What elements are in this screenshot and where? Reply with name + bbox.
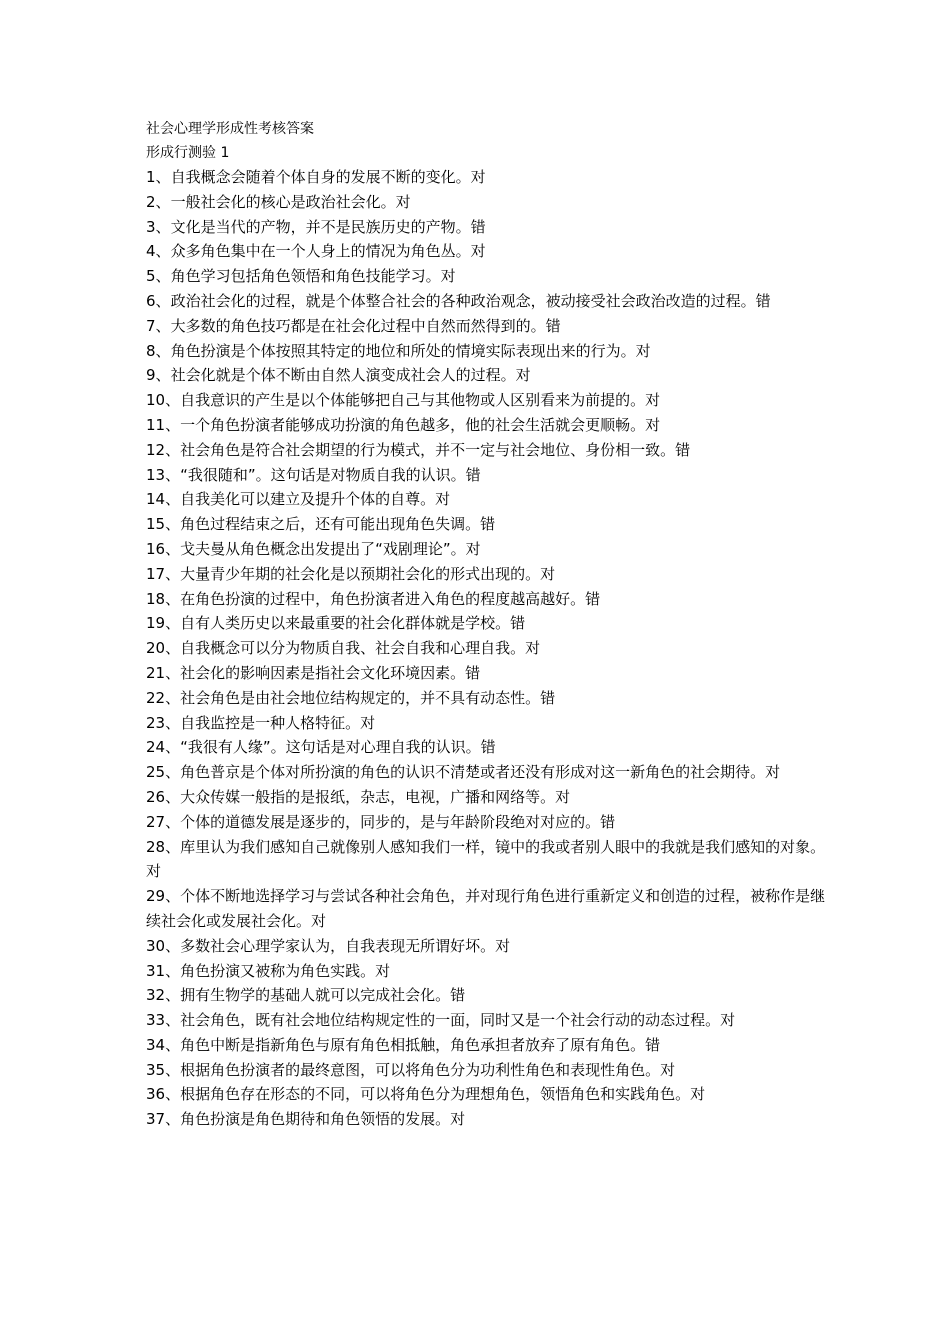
list-item <box>146 760 826 785</box>
list-item <box>146 959 826 984</box>
item-number: 36 、 <box>146 1085 180 1103</box>
item-number: 20 、 <box>146 639 180 657</box>
item-text: 多数社会心理学家认为，自我表现无所谓好坏。对 <box>180 936 511 955</box>
item-number: 2 、 <box>146 193 171 211</box>
list-item <box>146 512 826 537</box>
item-text: 戈夫曼从角色概念出发提出了“戏剧理论”。对 <box>180 539 481 558</box>
item-text: 自我美化可以建立及提升个体的自尊。对 <box>180 490 451 509</box>
item-text: 根据角色扮演者的最终意图，可以将角色分为功利性角色和表现性角色。对 <box>180 1060 676 1079</box>
item-number: 3 、 <box>146 218 171 236</box>
item-number: 12 、 <box>146 441 180 459</box>
item-number: 21 、 <box>146 664 180 682</box>
list-item <box>146 785 826 810</box>
item-text: 大量青少年期的社会化是以预期社会化的形式出现的。对 <box>180 564 556 583</box>
item-text: 库里认为我们感知自己就像别人感知我们一样，镜中的我或者别人眼中的我就是我们感知的对象。对 <box>146 837 826 881</box>
item-number: 34 、 <box>146 1036 180 1054</box>
item-text: 角色扮演又被称为角色实践。对 <box>180 961 391 980</box>
item-number: 6 、 <box>146 292 171 310</box>
item-number: 27 、 <box>146 813 180 831</box>
item-text: 大众传媒一般指的是报纸，杂志，电视，广播和网络等。对 <box>180 787 571 806</box>
item-number: 10 、 <box>146 391 180 409</box>
item-text: 角色中断是指新角色与原有角色相抵触，角色承担者放弃了原有角色。错 <box>180 1035 661 1054</box>
item-text: 政治社会化的过程，就是个体整合社会的各种政治观念，被动接受社会政治改造的过程。错 <box>170 291 771 310</box>
item-number: 33 、 <box>146 1011 180 1029</box>
list-item <box>146 463 826 488</box>
item-text: 拥有生物学的基础人就可以完成社会化。错 <box>180 986 466 1005</box>
item-text: 众多角色集中在一个人身上的情况为角色丛。对 <box>170 242 486 261</box>
list-item <box>146 1058 826 1083</box>
document-content <box>146 117 826 1132</box>
list-item <box>146 810 826 835</box>
item-text: 角色普京是个体对所扮演的角色的认识不清楚或者还没有形成对这一新角色的社会期待。对 <box>180 763 781 782</box>
list-item <box>146 587 826 612</box>
item-number: 14 、 <box>146 490 180 508</box>
list-item <box>146 363 826 388</box>
item-number: 19 、 <box>146 614 180 632</box>
item-text: 一般社会化的核心是政治社会化。对 <box>170 192 411 211</box>
item-number: 15 、 <box>146 515 180 533</box>
item-number: 32 、 <box>146 986 180 1004</box>
list-item <box>146 413 826 438</box>
document-title: 社会心理学形成性考核答案 <box>146 121 314 137</box>
item-number: 1 、 <box>146 168 171 186</box>
list-item <box>146 636 826 661</box>
item-number: 8 、 <box>146 342 171 360</box>
list-item <box>146 1033 826 1058</box>
list-item <box>146 735 826 760</box>
list-item <box>146 487 826 512</box>
item-text: 个体不断地选择学习与尝试各种社会角色，并对现行角色进行重新定义和创造的过程，被称作是继续社会化或发展社会化。对 <box>146 887 826 930</box>
list-item <box>146 239 826 264</box>
item-text: “我很有人缘”。这句话是对心理自我的认识。错 <box>180 738 496 757</box>
list-item <box>146 215 826 240</box>
item-text: 社会角色是由社会地位结构规定的，并不具有动态性。错 <box>180 688 556 707</box>
item-text: 大多数的角色技巧都是在社会化过程中自然而然得到的。错 <box>170 316 561 335</box>
list-item <box>146 289 826 314</box>
list-item <box>146 711 826 736</box>
list-item <box>146 562 826 587</box>
item-number: 35 、 <box>146 1061 180 1079</box>
item-text: 自有人类历史以来最重要的社会化群体就是学校。错 <box>180 614 526 633</box>
document-subtitle: 形成行测验 1 <box>146 145 230 161</box>
item-number: 18 、 <box>146 590 180 608</box>
item-number: 25 、 <box>146 763 180 781</box>
item-text: 自我监控是一种人格特征。对 <box>180 713 376 732</box>
item-text: 自我意识的产生是以个体能够把自己与其他物或人区别看来为前提的。对 <box>180 391 661 410</box>
item-text: 社会化就是个体不断由自然人演变成社会人的过程。对 <box>170 366 531 385</box>
item-number: 29 、 <box>146 887 180 905</box>
list-item <box>146 1008 826 1033</box>
list-item <box>146 983 826 1008</box>
list-item <box>146 934 826 959</box>
item-number: 13 、 <box>146 466 180 484</box>
item-number: 17 、 <box>146 565 180 583</box>
item-text: “我很随和”。这句话是对物质自我的认识。错 <box>180 465 481 484</box>
item-number: 26 、 <box>146 788 180 806</box>
list-item <box>146 835 826 885</box>
item-text: 一个角色扮演者能够成功扮演的角色越多，他的社会生活就会更顺畅。对 <box>180 415 661 434</box>
item-text: 自我概念会随着个体自身的发展不断的变化。对 <box>170 168 486 186</box>
list-item <box>146 314 826 339</box>
item-number: 5 、 <box>146 267 171 285</box>
list-item <box>146 686 826 711</box>
list-item <box>146 264 826 289</box>
item-number: 23 、 <box>146 714 180 732</box>
item-number: 31 、 <box>146 962 180 980</box>
item-text: 在角色扮演的过程中，角色扮演者进入角色的程度越高越好。错 <box>180 589 601 608</box>
list-item <box>146 661 826 686</box>
item-text: 社会化的影响因素是指社会文化环境因素。错 <box>180 663 481 682</box>
item-number: 28 、 <box>146 838 180 856</box>
item-text: 社会角色是符合社会期望的行为模式，并不一定与社会地位、身份相一致。错 <box>180 440 691 459</box>
list-item <box>146 190 826 215</box>
list-item <box>146 611 826 636</box>
list-item <box>146 1107 826 1132</box>
item-number: 4 、 <box>146 242 171 260</box>
item-text: 角色扮演是角色期待和角色领悟的发展。对 <box>180 1110 466 1129</box>
item-text: 角色过程结束之后，还有可能出现角色失调。错 <box>180 515 496 534</box>
item-number: 11 、 <box>146 416 180 434</box>
item-text: 文化是当代的产物，并不是民族历史的产物。错 <box>170 217 486 236</box>
item-text: 角色学习包括角色领悟和角色技能学习。对 <box>170 267 456 286</box>
item-text: 角色扮演是个体按照其特定的地位和所处的情境实际表现出来的行为。对 <box>170 341 651 360</box>
question-list <box>146 165 826 1132</box>
item-number: 16 、 <box>146 540 180 558</box>
item-text: 个体的道德发展是逐步的，同步的，是与年龄阶段绝对对应的。错 <box>180 812 616 831</box>
item-number: 24 、 <box>146 738 180 756</box>
item-number: 37 、 <box>146 1110 180 1128</box>
item-number: 22 、 <box>146 689 180 707</box>
list-item <box>146 339 826 364</box>
list-item <box>146 884 826 934</box>
item-number: 7 、 <box>146 317 171 335</box>
list-item <box>146 165 826 190</box>
item-text: 根据角色存在形态的不同，可以将角色分为理想角色，领悟角色和实践角色。对 <box>180 1085 706 1104</box>
list-item <box>146 438 826 463</box>
list-item <box>146 388 826 413</box>
item-number: 9 、 <box>146 366 171 384</box>
item-text: 自我概念可以分为物质自我、社会自我和心理自我。对 <box>180 639 541 658</box>
list-item <box>146 537 826 562</box>
item-text: 社会角色，既有社会地位结构规定性的一面，同时又是一个社会行动的动态过程。对 <box>180 1011 736 1030</box>
list-item <box>146 1082 826 1107</box>
item-number: 30 、 <box>146 937 180 955</box>
